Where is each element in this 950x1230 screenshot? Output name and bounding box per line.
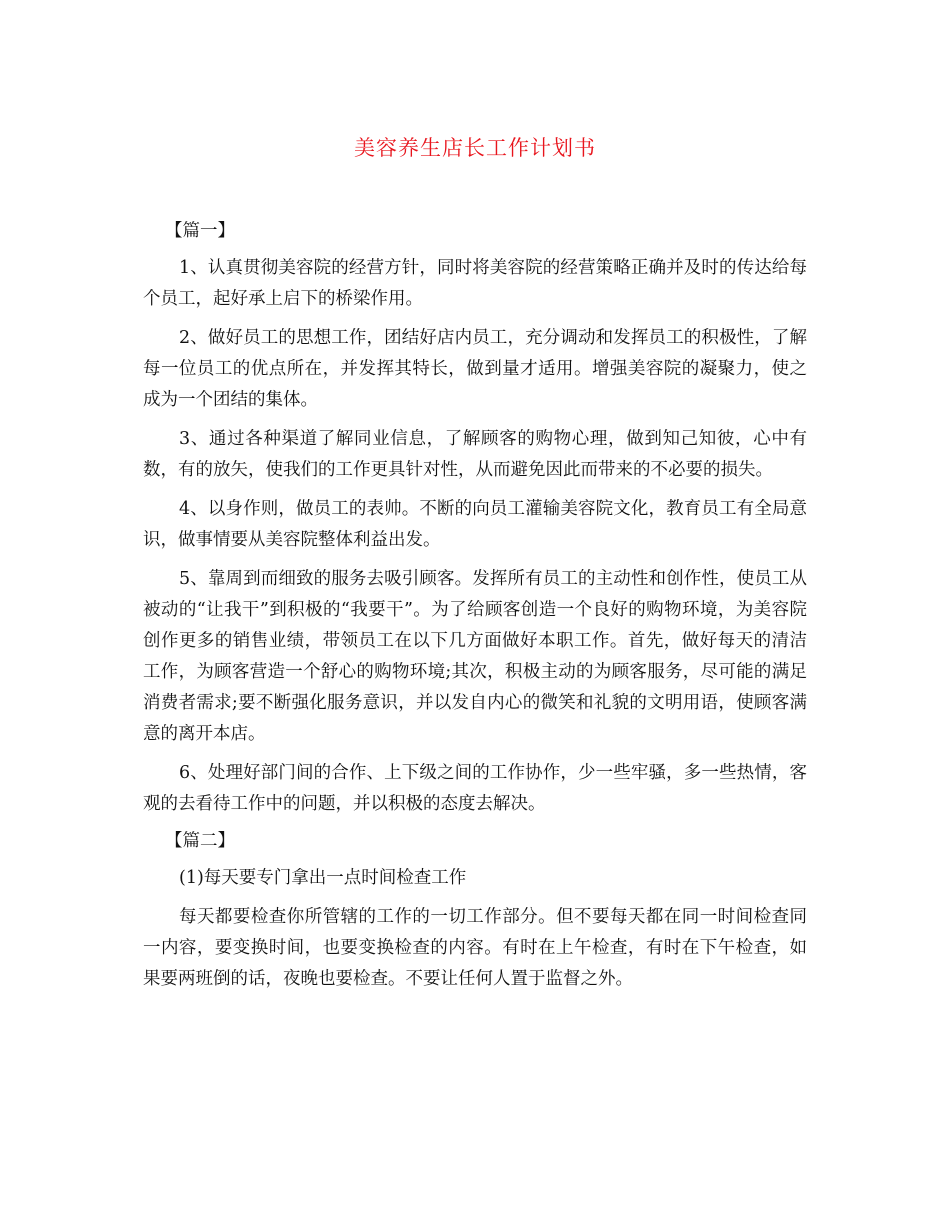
paragraph: 6、处理好部门间的合作、上下级之间的工作协作，少一些牢骚，多一些热情，客观的去看待工作中的问题，并以积极的态度去解决。 — [143, 763, 807, 814]
paragraph: (1)每天要专门拿出一点时间检查工作 — [179, 868, 467, 888]
section-2 — [143, 826, 807, 995]
section-1 — [143, 216, 807, 820]
document-title: 美容养生店长工作计划书 — [354, 136, 596, 160]
document-body — [143, 216, 807, 1003]
paragraph: 2、做好员工的思想工作，团结好店内员工，充分调动和发挥员工的积极性，了解每一位员工的优点所在，并发挥其特长，做到量才适用。增强美容院的凝聚力，使之成为一个团结的集体。 — [143, 328, 807, 410]
paragraph: 5、靠周到而细致的服务去吸引顾客。发挥所有员工的主动性和创作性，使员工从被动的“让我干”到积极的“我要干”。为了给顾客创造一个良好的购物环境，为美容院创作更多的销售业绩，带领员工在以下几方面做好本职工作。首先，做好每天的清洁工作，为顾客营造一个舒心的购物环境;其次，积极主动的为顾客服务，尽可能的满足消费者需求;要不断强化服务意识，并以发自内心的微笑和礼貌的文明用语，使顾客满意的离开本店。 — [143, 569, 807, 744]
section-header: 【篇一】 — [165, 221, 235, 241]
section-header: 【篇二】 — [165, 831, 235, 851]
paragraph: 3、通过各种渠道了解同业信息，了解顾客的购物心理，做到知己知彼，心中有数，有的放矢，使我们的工作更具针对性，从而避免因此而带来的不必要的损失。 — [143, 429, 807, 480]
paragraph: 1、认真贯彻美容院的经营方针，同时将美容院的经营策略正确并及时的传达给每个员工，起好承上启下的桥梁作用。 — [143, 258, 807, 309]
paragraph: 每天都要检查你所管辖的工作的一切工作部分。但不要每天都在同一时间检查同一内容，要变换时间，也要变换检查的内容。有时在上午检查，有时在下午检查，如果要两班倒的话，夜晚也要检查。不要让任何人置于监督之外。 — [143, 907, 807, 989]
paragraph: 4、以身作则，做员工的表帅。不断的向员工灌输美容院文化，教育员工有全局意识，做事情要从美容院整体利益出发。 — [143, 499, 807, 550]
